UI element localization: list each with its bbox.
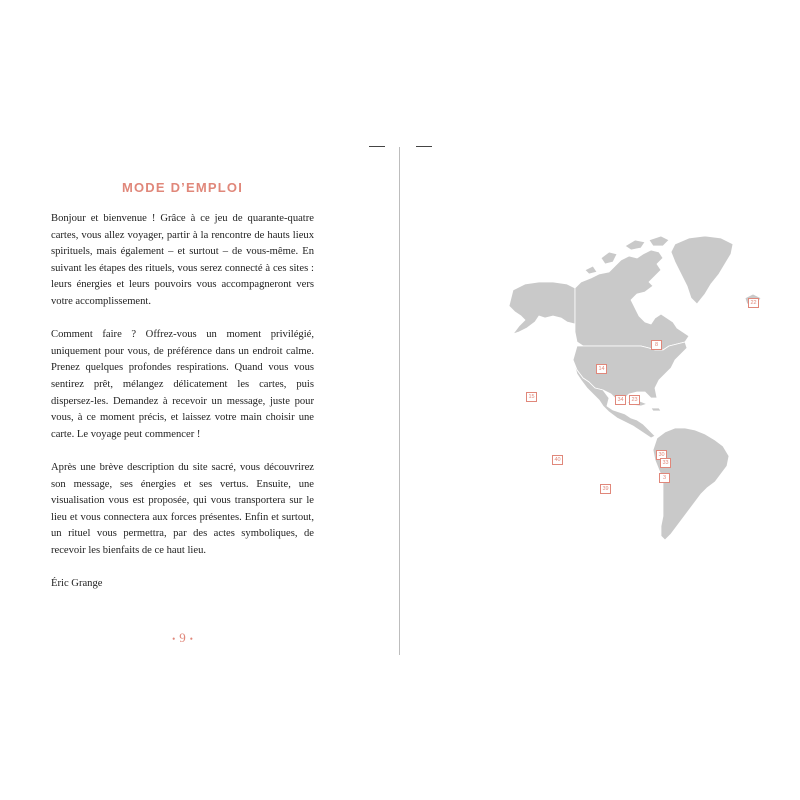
map-marker: 3: [659, 473, 670, 483]
howto-paragraph: Comment faire ? Offrez-vous un moment privilégié, uniquement pour vous, de préférence dans un endroit calme. Prenez quelques profondes respirations. Quand vous vous sentirez prêt, mélangez délicatement les cartes, puis dispersez-les. Demandez à recevoir un message, juste pour vous, à ce moment précis, et laissez votre main choisir une carte. Le voyage peut commencer !: [51, 329, 314, 440]
map-canada: [575, 250, 689, 350]
map-arctic-island-4: [585, 266, 597, 274]
map-alaska: [509, 282, 575, 334]
page-number: [0, 630, 365, 646]
map-marker: 34: [615, 395, 626, 405]
page-gutter: [399, 147, 400, 655]
map-marker: 8: [651, 340, 662, 350]
map-arctic-island-3: [649, 236, 669, 246]
crop-mark-left: [369, 146, 385, 147]
folio-dot-right: •: [189, 634, 193, 645]
chapter-title: MODE D’EMPLOI: [121, 180, 244, 195]
map-marker: 15: [526, 392, 537, 402]
author-signature: Éric Grange: [51, 578, 103, 590]
folio-dot-left: •: [172, 634, 176, 645]
intro-paragraph: Bonjour et bienvenue ! Grâce à ce jeu de quarante-quatre cartes, vous allez voyager, partir à la rencontre de hauts lieux spirituels, mais également – et surtout – de vous-même. En suivant les étapes des rituels, vous serez connecté à ces sites : leurs énergies et leurs pouvoirs vous accompagneront vers votre accomplissement.: [51, 213, 314, 307]
map-marker: 14: [596, 364, 607, 374]
map-marker: 22: [748, 298, 759, 308]
map-greenland: [671, 236, 733, 304]
page-number-value: 9: [179, 630, 186, 645]
map-marker: 40: [552, 455, 563, 465]
description-paragraph: Après une brève description du site sacré, vous découvrirez son message, ses énergies et ses vertus. Ensuite, une visualisation vous est proposée, qui vous transportera sur le lieu et vous connectera aux forces présentes. Enfin et surtout, un rituel vous permettra, par des actes symboliques, de recevoir les bienfaits de ce haut lieu.: [51, 461, 314, 556]
map-marker: 23: [629, 395, 640, 405]
map-arctic-island-1: [601, 252, 617, 264]
crop-mark-right: [416, 146, 432, 147]
left-page: [51, 178, 314, 609]
map-hispaniola: [651, 408, 661, 411]
map-marker: 39: [600, 484, 611, 494]
map-south-america: [653, 428, 729, 540]
americas-map-svg: [505, 232, 765, 542]
americas-map: [505, 232, 765, 542]
map-marker: 33: [660, 458, 671, 468]
map-arctic-island-2: [625, 240, 645, 250]
map-marker: 30: [656, 450, 667, 460]
